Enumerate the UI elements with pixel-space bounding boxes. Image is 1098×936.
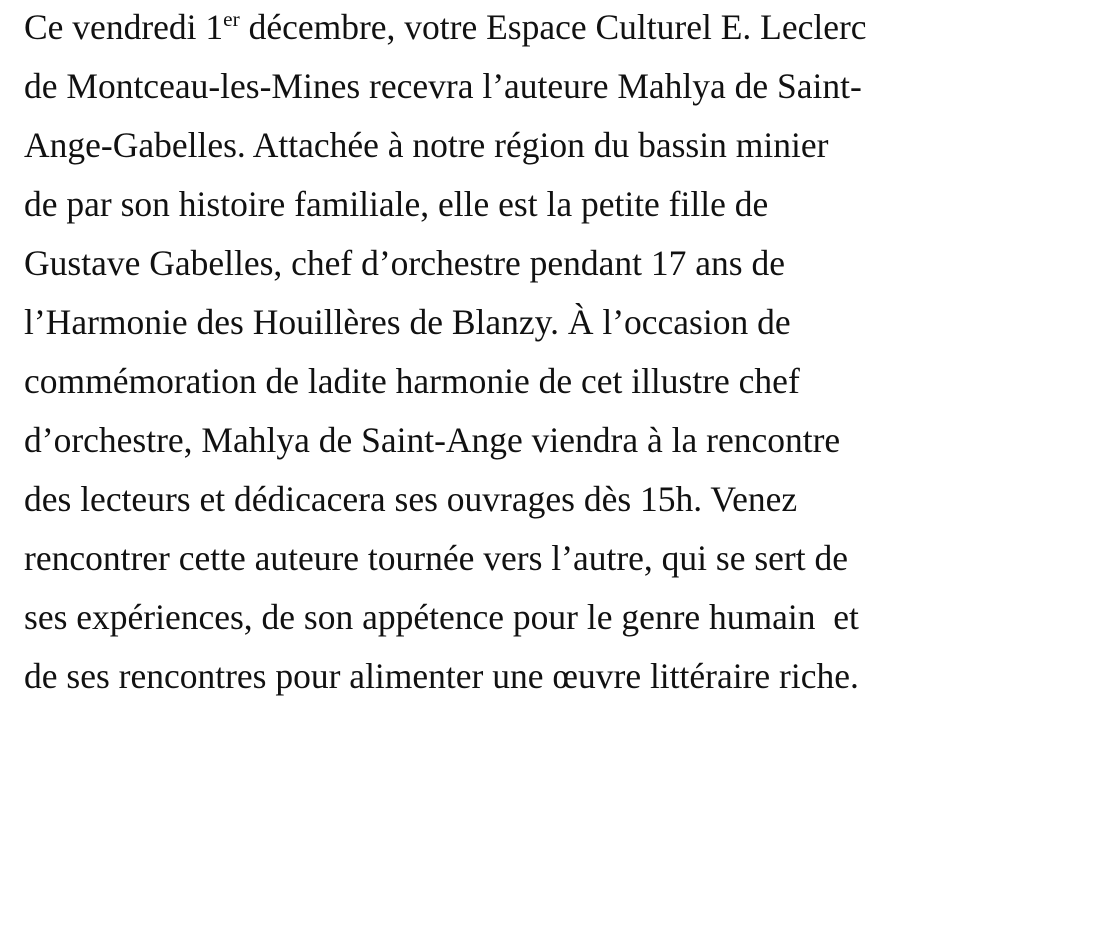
text-line-10: rencontrer cette auteure tournée vers l’autre, qui se sert de — [24, 538, 848, 578]
line-1-end: décembre, votre Espace Culturel E. Leclerc — [239, 7, 867, 47]
text-line-9: des lecteurs et dédicacera ses ouvrages dès 15h. Venez — [24, 479, 798, 519]
text-line-4: de par son histoire familiale, elle est la petite fille de — [24, 184, 769, 224]
text-line-2: de Montceau-les-Mines recevra l’auteure Mahlya de Saint- — [24, 66, 862, 106]
text-line-12: de ses rencontres pour alimenter une œuvre littéraire riche. — [24, 656, 859, 696]
text-line-1 — [24, 0, 1094, 59]
text-line-8: d’orchestre, Mahlya de Saint-Ange viendra à la rencontre — [24, 420, 841, 460]
announcement-paragraph — [24, 0, 1094, 708]
ordinal-superscript: er — [223, 6, 240, 31]
text-line-11: ses expériences, de son appétence pour le genre humain et — [24, 597, 859, 637]
text-line-7: commémoration de ladite harmonie de cet illustre chef — [24, 361, 800, 401]
line-1-start: Ce vendredi 1 — [24, 7, 224, 47]
text-line-6: l’Harmonie des Houillères de Blanzy. À l’occasion de — [24, 302, 791, 342]
text-line-3: Ange-Gabelles. Attachée à notre région du bassin minier — [24, 125, 829, 165]
text-line-5: Gustave Gabelles, chef d’orchestre pendant 17 ans de — [24, 243, 785, 283]
